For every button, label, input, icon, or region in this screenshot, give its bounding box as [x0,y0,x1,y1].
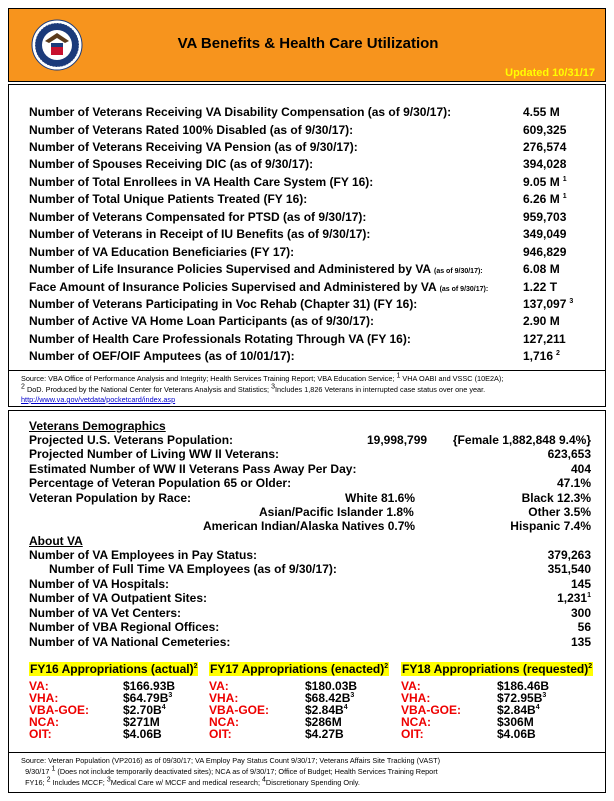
about-label: Number of VA Hospitals: [29,577,170,591]
stat-value: 137,097 $^3$ [523,296,574,311]
stat-label: Number of OEF/OIF Amputees (as of 10/01/17): [29,349,295,364]
stat-value: 127,211 [523,331,566,346]
stat-value: 1,716 $^2$ [523,349,560,364]
appropriations-row [209,727,389,739]
appropriations-value: $271M [123,715,160,729]
race-hispanic: Hispanic 7.4% [510,519,591,533]
about-label: Number of VA Vet Centers: [29,606,182,620]
appropriations-label: NCA: [401,715,431,729]
stat-label: Number of Spouses Receiving DIC (as of 9/30/17): [29,157,314,172]
stat-value: 9.05 M $^1$ [523,174,567,189]
appropriations-value: $186.46B [497,679,550,693]
appropriations-value: $\$64.79B^3$ [123,691,173,705]
over65-label: Percentage of Veteran Population 65 or Older: [29,476,292,490]
appropriations-value: $\$2.84B^4$ [305,703,348,717]
page-title: VA Benefits & Health Care Utilization [177,35,439,52]
appropriations-value: $\$2.84B^4$ [497,703,540,717]
race-native: American Indian/Alaska Natives 0.7% [203,519,416,533]
stat-label: Number of Total Enrollees in VA Health Care System (FY 16): [29,174,374,189]
about-label: Number of VA Outpatient Sites: [29,591,208,605]
stat-value: 1.22 T [523,279,558,294]
stat-value: 6.26 M $^1$ [523,192,567,207]
appropriations-value: $4.06B [123,727,162,741]
appropriations-row [29,727,209,739]
appropriations-label: VA: [29,679,49,693]
appropriations-heading: FY16 Appropriations (actual)$^2$ [30,662,198,676]
ww2-die-label: Estimated Number of WW II Veterans Pass Away Per Day: [29,462,357,476]
appropriations-label: NCA: [29,715,59,729]
stat-label: Number of Health Care Professionals Rotating Through VA (FY 16): [29,331,411,346]
appropriations-heading: FY18 Appropriations (requested)$^2$ [402,662,593,676]
stat-label: Number of Veterans Receiving VA Pension (as of 9/30/17): [29,139,358,154]
appropriations-label: VA: [401,679,421,693]
stat-label: Number of Veterans Rated 100% Disabled (as of 9/30/17): [29,122,354,137]
stat-value: 394,028 [523,157,567,172]
race-black: Black 12.3% [521,491,591,505]
appropriations-row [401,715,581,727]
stat-value: 276,574 [523,139,567,154]
appropriations-label: OIT: [401,727,424,741]
about-value: 379,263 [547,548,591,562]
appropriations-source-note: Source: Veteran Population (VP2016) as of 09/30/17; VA Employ Pay Status Count 9/30/17; Veterans Affairs Site Tracking (VAST) 9/30/17 $^1$ (Does not include temporarily deactivated sites); NCA as of 9/30/17; Office of Budget; Health Services Training Report FY16; $^2$ Includes MCCF; $^3$Medical Care w/ MCCF and medical research; $^4$Discretionary Spending Only. [21,756,440,787]
appropriations-label: OIT: [29,727,52,741]
appropriations-row [209,691,389,703]
appropriations-row [401,727,581,739]
stat-label: Number of Veterans Receiving VA Disability Compensation (as of 9/30/17): [29,105,452,119]
appropriations-column [401,660,593,741]
appropriations-row [29,679,209,691]
about-value: 300 [570,606,591,620]
appropriations-row [209,715,389,727]
appropriations-value: $180.03B [305,679,358,693]
stat-label: Number of Active VA Home Loan Participants (as of 9/30/17): [29,314,374,329]
stat-value: 959,703 [523,209,567,224]
pocketcard-link[interactable]: http://www.va.gov/vetdata/pocketcard/index.asp [21,395,176,404]
stat-label: Number of Life Insurance Policies Supervised and Administered by VA (as of 9/30/17): [29,262,483,276]
appropriations-row [209,703,389,715]
over65-value: 47.1% [556,476,591,490]
about-label: Number of VBA Regional Offices: [29,620,220,634]
stat-value: 609,325 [523,122,567,137]
appropriations-row [29,703,209,715]
appropriations-value: $4.06B [497,727,536,741]
appropriations-label: NCA: [209,715,239,729]
appropriations-label: VHA: [401,691,431,705]
stat-value: 2.90 M [523,314,560,329]
appropriations-label: VBA-GOE: [209,703,269,717]
updated-date: Updated 10/31/17 [505,67,595,79]
race-other: Other 3.5% [528,505,591,519]
projected-pop-value: 19,998,799 [367,433,428,447]
appropriations-row [401,691,581,703]
about-value: 1,231$^1$ [557,591,591,605]
stat-label: Number of Veterans Compensated for PTSD (as of 9/30/17): [29,209,367,224]
appropriations-value: $4.27B [305,727,344,741]
appropriations-row [29,691,209,703]
appropriations-label: VHA: [29,691,59,705]
appropriations-value: $\$68.42B^3$ [305,691,355,705]
about-label: Number of Full Time VA Employees (as of 9/30/17): [49,562,337,576]
appropriations-heading: FY17 Appropriations (enacted)$^2$ [210,662,389,676]
demographics-heading: Veterans Demographics [29,419,166,433]
about-value: 145 [570,577,591,591]
appropriations-row [209,679,389,691]
stats-source-note: Source: VBA Office of Performance Analysis and Integrity; Health Services Training Report; VBA Education Service; $^1$ VHA OABI and VSSC (10E2A); $^2$ DoD. Produced by the National Center for Veterans Analysis and Statistics; $^3$Includes 1,826 Veterans in interrupted case status over one year. http://www.va.gov/vetdata/pocketcard/index.asp [21,372,504,404]
projected-pop-label: Projected U.S. Veterans Population: [29,433,234,447]
appropriations-row [401,703,581,715]
appropriations-label: VHA: [209,691,239,705]
race-asian: Asian/Pacific Islander 1.8% [259,505,414,519]
appropriations-row [401,679,581,691]
stat-label: Number of Veterans Participating in Voc Rehab (Chapter 31) (FY 16): [29,296,418,311]
stat-value: 6.08 M [523,262,560,276]
about-value: 351,540 [547,562,591,576]
stat-label: Number of VA Education Beneficiaries (FY 17): [29,244,295,259]
appropriations-value: $306M [497,715,534,729]
ww2-die-value: 404 [570,462,591,476]
appropriations-column [29,660,209,739]
appropriations-column [209,660,389,739]
appropriations-label: VBA-GOE: [29,703,89,717]
about-va-heading: About VA [29,534,83,548]
appropriations-value: $\$2.70B^4$ [123,703,166,717]
appropriations-value: $286M [305,715,342,729]
appropriations-value: $166.93B [123,679,176,693]
appropriations-value: $\$72.95B^3$ [497,691,547,705]
about-value: 135 [570,635,591,649]
stat-label: Face Amount of Insurance Policies Supervised and Administered by VA (as of 9/30/17): [29,279,489,294]
demographics-panel [8,410,606,793]
divider [9,752,605,753]
divider [9,370,605,371]
stat-value: 4.55 M [523,105,560,119]
race-white: White 81.6% [345,491,416,505]
about-label: Number of VA National Cemeteries: [29,635,231,649]
about-value: 56 [577,620,591,634]
about-label: Number of VA Employees in Pay Status: [29,548,258,562]
female-note: {Female 1,882,848 9.4%} [452,433,591,447]
stat-label: Number of Total Unique Patients Treated (FY 16): [29,192,308,207]
appropriations-row [29,715,209,727]
page-header [8,8,606,82]
benefits-stats-panel [8,84,606,407]
stat-label: Number of Veterans in Receipt of IU Benefits (as of 9/30/17): [29,227,371,242]
ww2-living-value: 623,653 [547,447,591,461]
appropriations-label: VA: [209,679,229,693]
stat-value: 946,829 [523,244,567,259]
appropriations-label: OIT: [209,727,232,741]
appropriations-label: VBA-GOE: [401,703,461,717]
stat-value: 349,049 [523,227,567,242]
ww2-living-label: Projected Number of Living WW II Veterans: [29,447,280,461]
race-label: Veteran Population by Race: [29,491,192,505]
